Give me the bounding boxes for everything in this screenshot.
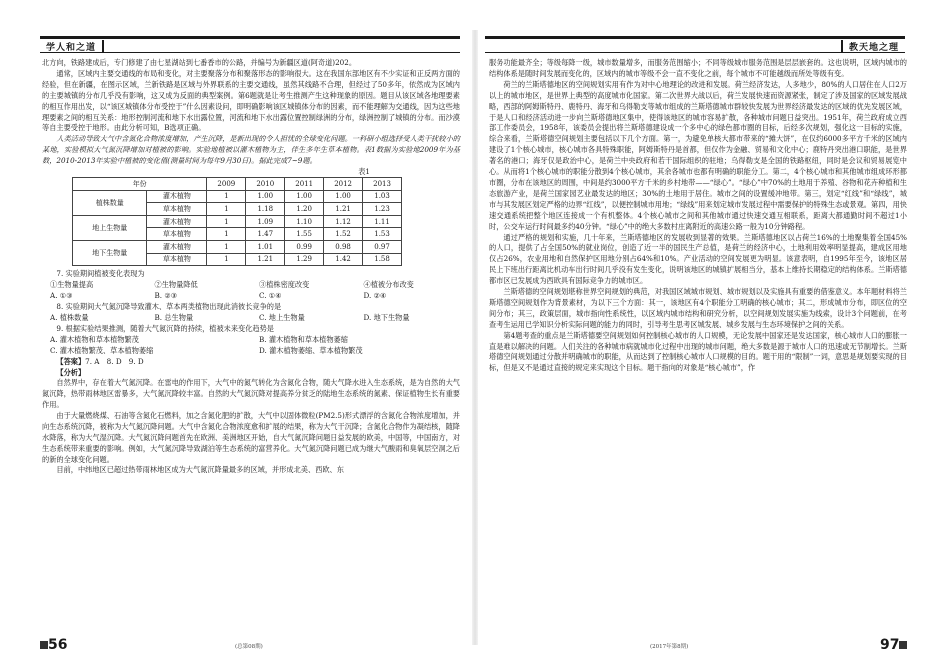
answer-text: 7. A 8. D 9. D <box>85 357 144 367</box>
option: B. ②③ <box>154 291 178 301</box>
table-cell: 1.52 <box>324 228 363 241</box>
table-cell: 1.10 <box>285 215 324 228</box>
paragraph: 荷兰的兰斯塔德地区的空间规划实用有作为对中心地理论的改进和发展。荷兰经济发达，人多地少，80%的人口居住在人口2万以上的城市地区，是世界上典型的高度城市化国家。第二次世界大战以后，荷兰发展快速而资源紧张，制定了涉及国家的区域发展战略，西部的阿姆斯特丹、鹿特丹、海牙和乌得勒支等城市组成的兰斯塔德城市群较快发展为世界经济最发达的区域的优先发展区域，于是人口和经济活动进一步向兰斯塔德地区集中，使得该地区的城市容易扩散，各种城市问题日益突出。1951年，荷兰政府成立西部工作委员会，1958年，该委员会提出将兰斯塔德建设成一个多中心的绿色都市圈的目标，后经多次规划，强化这一目标的实施，综合来看，兰斯塔德空间规划主要包括以下几个方面。第一，为避免单核大都市带来的“摊大饼”，在仅约6000多平方千米的区域内建设了1个核心城市，核心城市各具特殊职能，阿姆斯特丹是首都，但仅作为金融、贸易和文化中心；鹿特丹突出港口职能，是世界著名的港口；海牙仅是政治中心，是荷兰中央政府和若干国际组织的驻地；乌得勒支是全国的铁路枢纽，同时是会议和贸易展览中心。从而将1个核心城市的职能分散到4个核心城市，其余各城市也都有明确的职能分工。第二，4个核心城市和其他城市组成环形都市圈，分布在该地区的周围，中间是约3000平方千米的乡村地带——“绿心”。“绿心”中70%的土地用于养殖、谷物和花卉种植和生态旅游产业，是荷兰国家园艺业最发达的地区；30%的土地用于居住。城市之间的设置缓冲地带。第三，划定“红线”和“绿线”，城市与其发展区划定严格的边界“红线”，以便控制城市用地；“绿线”用来划定城市发展过程中需要保护的特殊生态或景观。第四，用快速交通系统把整个地区连接成一个有机整体。4个核心城市之间和其他城市通过快速交通互相联系，距离大都通勤时间不超过1小时，公交车运行时间最多约40分钟。“绿心”中的绝大多数村庄离附近的高速公路一般为10分钟路程。 <box>489 79 907 231</box>
question-stem: 8. 实验期间大气氮沉降导致灌木、草本两类植物出现此消彼长竞争的是 <box>56 302 282 312</box>
answer-label: 【答案】 <box>56 357 86 367</box>
page-number-text: 56 <box>48 637 68 653</box>
right-body <box>489 58 907 374</box>
paragraph: 通常，区域内主要交通线的布局和变化，对主要聚落分布和聚落形态的影响很大。这在我国东部地区有不少实证和正反两方面的经验，但在新疆，在图示区域，兰新铁路是区域与外界联系的主要交通线，虽然其线路不合理，但经过了50多年，依然成为区域内的主要城镇的分布几乎没有影响，这又成为反面的典型案例。第6题就是让考生推测产生这种现象的原因。题目从该区域各地理要素的相互作用出发，以“该区城镇体分布受控于”什么因素设问，即明确影响该区城镇体分布的因素，而不能理解为交通线，因为这些地理要素之间的相互关系：地形控制河流和地下水出露位置，河流和地下水出露位置控制绿洲的分布，绿洲控制了城镇的分布。而沙漠等自主要受控于地形。由此分析可知，B选项正确。 <box>42 68 460 133</box>
option-row <box>42 290 460 301</box>
table-header-cell: 2013 <box>363 178 402 191</box>
table-header-cell: 2010 <box>246 178 285 191</box>
table-header-cell: 2012 <box>324 178 363 191</box>
option: A. 灌木植物和草本植物繁茂 <box>50 335 139 345</box>
paragraph: 目前，中纬地区已超过热带雨林地区成为大气氮沉降量最多的区域，并形成北美、西欧、东 <box>56 465 344 475</box>
option: ④植被分布改变 <box>363 280 414 290</box>
option: ②生物量降低 <box>154 280 198 290</box>
table-cell: 1.23 <box>363 203 402 216</box>
type-label: 灌木植物 <box>147 190 207 203</box>
question-stem: 9. 根据实验结果推测，随着大气氮沉降的持续，植被未来变化趋势是 <box>56 324 274 334</box>
paragraph: 自然界中，存在着大气氮沉降。在雷电的作用下，大气中的氮气转化为含氮化合物，随大气降水进入生态系统，是为自然的大气氮沉降，热带雨林地区雷暴多，大气氮沉降较丰富。自然的大气氮沉降对提高养分贫乏的陆地生态系统的氮素、保证植物生长有重要作用。 <box>42 378 460 410</box>
paragraph: 第4题考查的重点是兰斯塔德要空间规划如何控制核心城市的人口规模，无论发展中国家还是发达国家，核心城市人口的膨胀一直是难以解决的问题。人们关注的各种城市病就城市化过程中出现的城市问题，绝大多数是源于城市人口的迅速或无节制增长。兰斯塔德空间规划通过分散并明确城市的职能，从而达到了控制核心城市人口规模的目的。题干用的“限制”一词，意思是规划要实现的目标，但是又不是通过直接的规定来实现这个目标。题干指向的对象是“核心城市”，作 <box>489 330 907 373</box>
option: A. 植株数量 <box>50 313 89 323</box>
question-8 <box>42 301 460 323</box>
option: ③植株密度改变 <box>259 280 310 290</box>
option: D. ②④ <box>363 291 387 301</box>
table-header-cell: 年份 <box>73 178 207 191</box>
paragraph: 通过严格的规划和实施，几十年来，兰斯塔德地区的发展收到显著的效果。兰斯塔德地区以占荷兰16%的土地聚集着全国45%的人口，提供了占全国50%的就业岗位，创造了近一半的国民生产总值，是荷兰的经济中心，土地利用效率明显提高，建成区用地仅占26%，农业用地和自然保护区用地分别占64%和10%。产业活动的空间发展更为明显。该意表明，自1995年至今，该地区居民上下班出行距离比机动车出行时间几乎没有发生变化，说明该地区的城镇扩展相当分，基本上维持长期稳定的结构体系。兰斯塔德都市区已发展成为西欧具有国际竞争力的城市区。 <box>489 232 907 286</box>
group-label: 地上生物量 <box>73 215 147 240</box>
analysis-line <box>42 367 460 378</box>
table-cell: 1.47 <box>246 228 285 241</box>
table-cell: 1 <box>207 215 246 228</box>
option: A. ①③ <box>50 291 73 301</box>
type-label: 草本植物 <box>147 228 207 241</box>
table-header-cell: 2009 <box>207 178 246 191</box>
right-page-number <box>880 637 907 653</box>
table-caption: 表1 <box>358 167 370 177</box>
question-7 <box>42 268 460 301</box>
table-cell: 1.03 <box>363 190 402 203</box>
table-cell: 1 <box>207 228 246 241</box>
table-cell: 1.18 <box>246 203 285 216</box>
table-cell: 1.21 <box>324 203 363 216</box>
table-cell: 0.97 <box>363 241 402 254</box>
table-row <box>73 215 402 228</box>
right-header-bar <box>485 36 905 53</box>
table-cell: 1 <box>207 241 246 254</box>
analysis-label: 【分析】 <box>56 368 86 378</box>
type-label: 草本植物 <box>147 253 207 266</box>
option-row <box>42 345 460 356</box>
paragraph: 服务功能最齐全；等级每降一级，城市数量增多，而服务范围缩小；不同等级城市服务范围是层层嵌套的。这也说明，区域内城市的结构体系是随时间发展而变化的，区域内的城市等级不会一直不变化之前，每个城市不可能越级而所处等级有变。 <box>489 58 907 78</box>
table-header-cell: 2011 <box>285 178 324 191</box>
option: B. 总生物量 <box>154 313 194 323</box>
paragraph: 兰斯塔德的空间规划堪称世界空间规划的典范，对我国区域城市规划、城市规划以及实施具有重要的借鉴意义。本年题材料将兰斯塔德空间规划作为背景素材，为以下三个方面：其一，该地区有4个职能分工明确的核心城市；其二，形成城市分布，即区位的空间分布；其三，政策层面，城市指向性系统性，以区域内城市结构和研究分析，以空间规划发展实施为线索，设计3个问题前，在考查考生运用已学知识分析实际问题的能力的同时，引导考生思考区城发展、城乡发展与生态环境保护之间的关系。 <box>489 287 907 329</box>
option-row <box>42 279 460 290</box>
table-cell: 1.09 <box>246 215 285 228</box>
table-cell: 1.00 <box>246 190 285 203</box>
left-footer-note: (总第08期) <box>235 644 263 650</box>
table-header-row <box>73 178 402 191</box>
table-cell: 1.55 <box>285 228 324 241</box>
left-body <box>42 58 460 476</box>
left-page-number <box>40 637 67 653</box>
table-cell: 1.58 <box>363 253 402 266</box>
vegetation-table <box>72 177 402 266</box>
option: ①生物量提高 <box>50 280 94 290</box>
table-cell: 1.00 <box>324 190 363 203</box>
option: C. ①④ <box>259 291 282 301</box>
type-label: 灌木植物 <box>147 215 207 228</box>
question-stem: 7. 实验期间植被变化表现为 <box>56 269 145 279</box>
group-label: 植株数量 <box>73 190 147 215</box>
table-cell: 1 <box>207 203 246 216</box>
option: D. 灌木植物萎缩、草本植物繁茂 <box>259 346 363 356</box>
option-row <box>42 334 460 345</box>
table-cell: 1.53 <box>363 228 402 241</box>
table-cell: 0.98 <box>324 241 363 254</box>
left-header-bar <box>40 36 460 53</box>
page-marker-square <box>899 641 907 649</box>
table-cell: 1.01 <box>246 241 285 254</box>
question-9 <box>42 323 460 356</box>
table-row <box>73 190 402 203</box>
question-intro: 人类活动导致大气中含氮化合物浓度增加，产生沉降，是新出现的令人担忧的全球变化问题。一科研小组选择受人类干扰较小的某地，实验模拟大气氮沉降增加对植被的影响。实验地植被以灌木植物为主，伴生多年生草本植物。表1数据为实验地2009年为基数，2010-2013年实验中植被的变化值(测量时间为每年9月30日)。据此完成7~9题。 <box>42 134 460 166</box>
type-label: 草本植物 <box>147 203 207 216</box>
left-header-title: 学人和之道 <box>40 40 104 53</box>
table-cell: 1.42 <box>324 253 363 266</box>
table-cell: 0.99 <box>285 241 324 254</box>
right-header-title: 教天地之理 <box>841 40 905 53</box>
group-label: 地下生物量 <box>73 241 147 266</box>
table-cell: 1.00 <box>285 190 324 203</box>
table-cell: 1.11 <box>363 215 402 228</box>
table-cell: 1.20 <box>285 203 324 216</box>
type-label: 灌木植物 <box>147 241 207 254</box>
page-number-text: 97 <box>880 637 900 653</box>
page-marker-square <box>40 641 48 649</box>
right-page <box>475 0 950 671</box>
table-cell: 1 <box>207 190 246 203</box>
table-cell: 1.21 <box>246 253 285 266</box>
table-row <box>73 241 402 254</box>
table-cell: 1.29 <box>285 253 324 266</box>
right-footer-note: (2017年第8期) <box>650 644 689 650</box>
paragraph: 北方向，铁路建成后，专门修建了由七星湖站到七番香市的公路，并编号为新疆区道(阿奇道)202。 <box>42 58 357 67</box>
table-cell: 1 <box>207 253 246 266</box>
option-row <box>42 312 460 323</box>
option: B. 灌木植物和草本植物萎缩 <box>259 335 348 345</box>
option: C. 地上生物量 <box>259 313 305 323</box>
paragraph: 由于大量燃烧煤、石油等含氮化石燃料，加之含氮化肥的扩散，大气中以固体微粒(PM2.5)形式漂浮的含氮化合物浓度增加，并向生态系统沉降，被称为大气氮沉降问题。大气中含氮化合物浓度愈和扩展的结果，称为大气干沉降；含氮化合物作为凝结核，随降水降落，称为大气湿沉降。大气氮沉降问题首先在欧洲、美洲地区开始，自大气氮沉降问题日益发展的欧美，中国等，中国南方，对生态系统带来重要的影响。例如，大气氮沉降导致湖泊等生态系统的富营养化。大气氮沉降问题已成为继大气酸雨和臭氧层空洞之后的新的全球变化问题。 <box>42 410 460 464</box>
answer-line <box>42 356 460 367</box>
option: C. 灌木植物繁茂、草本植物萎缩 <box>50 346 154 356</box>
option: D. 地下生物量 <box>363 313 410 323</box>
table-cell: 1.12 <box>324 215 363 228</box>
